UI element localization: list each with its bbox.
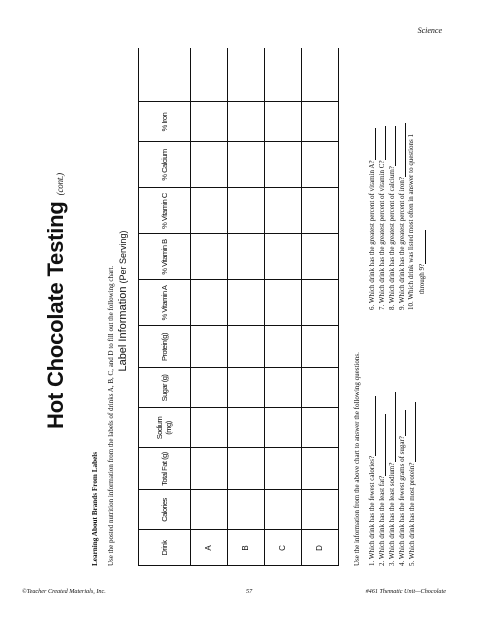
table-cell[interactable] [227,102,264,142]
instruction-text: Use the posted nutrition information from the labels of drinks A, B, C, and D to fill out the following chart. [107,265,115,566]
column-header: % Vitamin C [159,193,169,229]
question [387,393,396,567]
table-cell[interactable] [227,368,264,408]
questions-intro: Use the information from the above chart to answer the following questions. [353,352,361,566]
table-cell[interactable] [190,368,227,408]
drink-label: A [204,545,213,551]
table-rule [138,447,339,448]
question-text: 10. Which drink was listed most often in answer to questions 1 [407,133,415,310]
answer-blank[interactable] [397,410,406,436]
table-cell[interactable] [190,142,227,188]
table-cell[interactable] [227,448,264,490]
question [407,134,415,310]
column-header: Sugar (g) [159,374,169,402]
table-cell[interactable] [301,408,338,448]
answer-blank[interactable] [397,123,406,177]
table-cell[interactable] [227,280,264,326]
table-rule [138,407,339,408]
table-cell[interactable] [264,326,301,368]
table-cell[interactable] [301,188,338,234]
section-heading: Learning About Brands From Labels [91,451,99,566]
table-rule [138,325,339,326]
footer-book-title: #461 Thematic Unit—Chocolate [365,588,446,595]
question-text: through 9? [418,263,426,294]
table-rule [138,565,339,566]
title-text: Hot Chocolate Testing [43,201,68,429]
question [367,396,376,566]
answer-blank[interactable] [407,403,416,463]
table-cell[interactable] [264,142,301,188]
column-header: % Calcium [159,149,169,181]
question-text: 2. Which drink has the least fat? [378,475,386,566]
subject-header: Science [417,26,442,35]
table-cell[interactable] [190,102,227,142]
table-cell[interactable] [264,188,301,234]
rotated-worksheet [35,36,445,566]
table-cell[interactable] [301,280,338,326]
question-text: 7. Which drink has the greatest percent of vitamin C? [378,160,386,310]
table-rule [138,187,339,188]
caption-main: Label Information [117,283,129,372]
table-cell[interactable] [301,102,338,142]
column-header: % Vitamin A [159,285,169,321]
table-rule [138,141,339,142]
question-text: 3. Which drink has the least sodium? [388,462,396,566]
question-text: 8. Which drink has the greatest percent of calcium? [388,166,396,310]
table-cell[interactable] [190,448,227,490]
question [397,410,406,566]
table-rule [138,529,339,530]
table-cell[interactable] [301,368,338,408]
table-rule [138,279,339,280]
table-cell[interactable] [227,490,264,530]
answer-blank[interactable] [367,396,376,456]
question [387,126,396,310]
table-cell[interactable] [301,142,338,188]
table-caption [117,36,129,566]
table-cell[interactable] [190,234,227,280]
table-rule [138,489,339,490]
table-cell[interactable] [190,408,227,448]
table-cell[interactable] [190,280,227,326]
column-header: Drink [159,540,169,556]
column-header: Protein(g) [159,333,169,361]
table-cell[interactable] [190,326,227,368]
column-header: Sodium (mg) [155,416,173,440]
page-footer [0,588,480,600]
table-cell[interactable] [264,234,301,280]
question [407,403,416,567]
table-cell[interactable] [301,490,338,530]
footer-copyright: ©Teacher Created Materials, Inc. [22,588,106,595]
question [397,123,406,310]
table-cell[interactable] [227,234,264,280]
table-cell[interactable] [301,448,338,490]
question-text: 6. Which drink has the greatest percent of vitamin A? [368,160,376,310]
question [367,128,376,310]
column-header: % Iron [159,112,169,132]
table-cell[interactable] [227,142,264,188]
answer-blank[interactable] [387,393,396,463]
table-cell[interactable] [264,102,301,142]
table-cell[interactable] [227,408,264,448]
title-suffix: (cont.) [55,173,65,196]
column-header: Calories [159,498,169,522]
table-cell[interactable] [190,188,227,234]
page-number: 57 [246,588,253,595]
table-cell[interactable] [227,326,264,368]
table-cell[interactable] [301,326,338,368]
answer-blank[interactable] [387,126,396,166]
table-cell[interactable] [264,280,301,326]
column-header: % Vitamin B [159,239,169,275]
table-cell[interactable] [264,368,301,408]
caption-small: (Per Serving) [118,230,128,284]
table-cell[interactable] [264,408,301,448]
drink-label: D [315,545,324,551]
question-text: 1. Which drink has the fewest calories? [368,455,376,566]
table-cell[interactable] [227,188,264,234]
drink-label: C [278,545,287,551]
question-text: 5. Which drink has the most protein? [408,462,416,566]
question [377,126,386,310]
column-header: Total Fat (g) [159,452,169,486]
table-rule [138,233,339,234]
table-rule [138,367,339,368]
question-text: 4. Which drink has the fewest grams of sugar? [398,436,406,566]
question [377,414,386,566]
drink-label: B [241,545,250,551]
table-cell[interactable] [301,234,338,280]
question-text: 9. Which drink has the greatest percent of iron? [398,176,406,310]
nutrition-table [138,48,341,566]
answer-blank[interactable] [417,230,426,264]
table-cell[interactable] [264,490,301,530]
page-title [43,36,69,566]
question [417,230,426,294]
answer-blank[interactable] [377,126,386,160]
answer-blank[interactable] [367,128,376,160]
table-cell[interactable] [264,448,301,490]
table-cell[interactable] [190,490,227,530]
table-rule [138,101,339,102]
answer-blank[interactable] [377,414,386,476]
